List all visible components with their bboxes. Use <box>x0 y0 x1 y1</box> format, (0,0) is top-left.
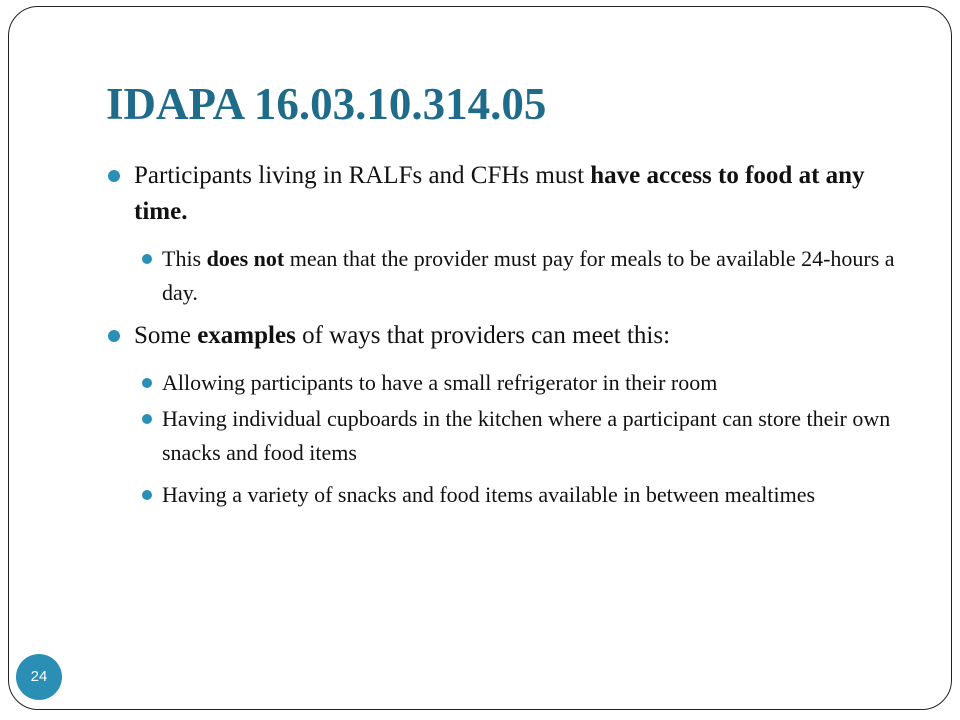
bullet-dot-icon <box>142 490 152 500</box>
bullet-dot-icon <box>142 414 152 424</box>
bullet-text: of ways that providers can meet this: <box>295 322 671 349</box>
bullet-dot-icon <box>108 330 120 342</box>
page-number-badge: 24 <box>16 654 62 700</box>
bullet-dot-icon <box>108 170 120 182</box>
bullet-emphasis: have access to food at any time. <box>134 162 865 225</box>
subbullet-cupboards <box>140 402 906 470</box>
bullet-emphasis: does not <box>206 246 285 271</box>
bullet-list <box>106 158 906 520</box>
slide-title: IDAPA 16.03.10.314.05 <box>106 79 547 129</box>
subbullet-does-not-mean <box>140 242 906 310</box>
bullet-examples <box>106 318 906 354</box>
subbullet-snacks-variety <box>140 478 906 512</box>
bullet-access-to-food <box>106 158 906 230</box>
bullet-text: Participants living in RALFs and CFHs must <box>134 162 591 189</box>
bullet-text: This <box>162 246 207 271</box>
bullet-text: mean that the provider must pay for meals to be available 24-hours a day. <box>162 246 895 305</box>
bullet-dot-icon <box>142 378 152 388</box>
bullet-text: Some <box>134 322 198 349</box>
bullet-text: Having individual cupboards in the kitchen where a participant can store their own snacks and food items <box>162 406 891 465</box>
subbullet-refrigerator <box>140 366 906 400</box>
bullet-text: Allowing participants to have a small refrigerator in their room <box>162 370 718 395</box>
bullet-text: Having a variety of snacks and food items available in between mealtimes <box>162 482 816 507</box>
bullet-emphasis: examples <box>197 322 296 349</box>
bullet-dot-icon <box>142 254 152 264</box>
